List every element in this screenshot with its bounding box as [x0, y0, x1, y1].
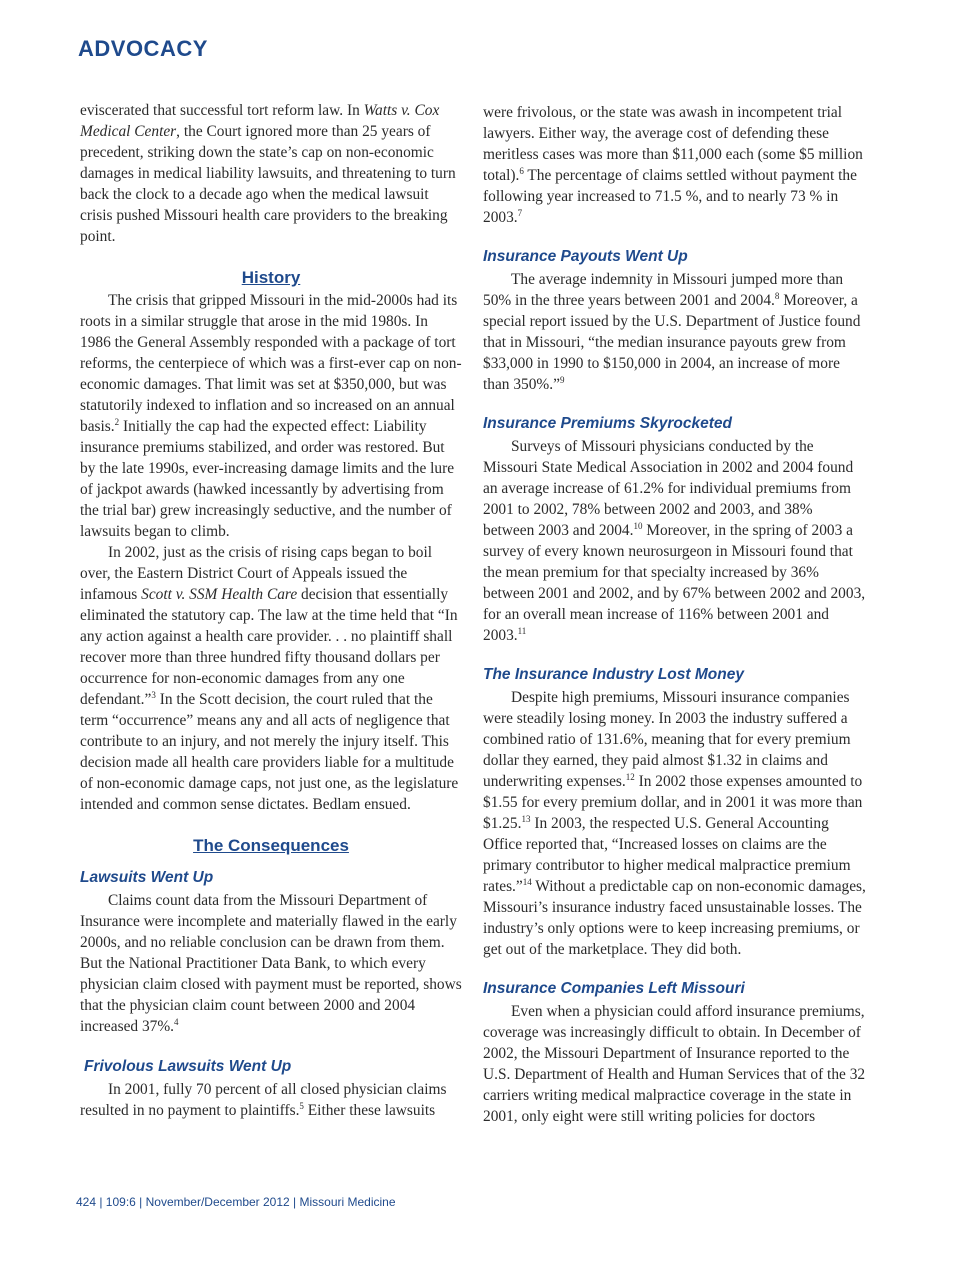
lawsuits-paragraph: Claims count data from the Missouri Department of Insurance were incomplete and materially flawed in the early 2000s, and no reliable conclusion can be drawn from them. But the National Practitioner Data Bank, to which every physician claim closed with payment must be reported, shows that the physician claim count between 2000 and 2004 increased 37%.$^4$ — [80, 892, 462, 1035]
lost-money-paragraph: Despite high premiums, Missouri insurance companies were steadily losing money. In 2003 the industry suffered a combined ratio of 131.6%, meaning that for every premium dollar they earned, they paid almost $1.32 in claims and underwriting expenses.$^{12}$ In 2002 those expenses amounted to $1.55 for every premium dollar, and in 2001 it was more than $1.25.13 In 2003, the respected U.S. General Accounting Office reported that, “Increased losses on claims are the primary contributor to higher medical malpractice premium rates.”$^{14}$ Without a predictable cap on non-economic damages, Missouri’s insurance industry faced unsustainable losses. The industry’s only options were to keep increasing premiums, or get out of the marketplace. They did both. — [483, 689, 866, 958]
payouts-paragraph: The average indemnity in Missouri jumped more than 50% in the three years between 2001 and 2004.$^8$ Moreover, a special report issued by the U.S. Department of Justice found that in Missouri, “the median insurance payouts grew from $33,000 in 1990 to $150,000 in 2004, an increase of more than 350%.”$^9$ — [483, 271, 861, 393]
footnote-ref: 6 — [519, 166, 524, 176]
frivolous-heading: Frivolous Lawsuits Went Up — [84, 1058, 292, 1075]
footnote-ref: 3 — [151, 690, 156, 700]
premiums-paragraph: Surveys of Missouri physicians conducted by the Missouri State Medical Association in 2002 and 2004 found an average increase of 61.2% for individual premiums from 2001 to 2002, 78% between 2002 and 2003, and 38% between 2003 and 2004.10 Moreover, in the spring of 2003 a survey of every known neurosurgeon in Missouri found that the mean premium for that specialty increased by 36% between 2001 and 2002, and by 67% between 2002 and 2003, for an overall mean increase of 116% between 2001 and 2003.11 — [483, 438, 866, 644]
premiums-heading: Insurance Premiums Skyrocketed — [483, 415, 732, 432]
footnote-ref: 10 — [633, 521, 643, 531]
lawsuits-heading: Lawsuits Went Up — [80, 869, 214, 886]
left-column — [80, 98, 462, 1121]
case-name: Watts v. Cox Medical Center — [80, 102, 440, 140]
footnote-ref: 5 — [299, 1101, 304, 1111]
case-name: Scott v. SSM Health Care — [141, 586, 298, 603]
companies-left-heading: Insurance Companies Left Missouri — [483, 980, 745, 997]
frivolous-paragraph: In 2001, fully 70 percent of all closed physician claims resulted in no payment to plaintiffs.$^5$ Either these lawsuits — [80, 1081, 447, 1119]
history-paragraph-1: The crisis that gripped Missouri in the mid-2000s had its roots in a similar struggle that arose in the mid 1980s. In 1986 the General Assembly responded with a package of tort reforms, the centerpiece of which was a first-ever cap on non-economic damages. That limit was set at $350,000, but was statutorily indexed to inflation and so increased on an annual basis.$^2$ Initially the cap had the expected effect: Liability insurance premiums stabilized, and order was restored. But by the late 1990s, ever-increasing damage limits and the lure of jackpot awards (hawked incessantly by advertising from the trial bar) grew increasingly seductive, and the number of lawsuits began to climb. — [80, 292, 462, 540]
companies-left-paragraph: Even when a physician could afford insurance premiums, coverage was increasingly difficult to obtain. In December of 2002, the Missouri Department of Insurance reported to the U.S. Department of Health and Human Services that of the 32 carriers writing medical malpractice coverage in the state in 2001, only eight were still writing policies for doctors — [483, 1003, 866, 1125]
footnote-ref: 2 — [114, 417, 120, 427]
lost-money-heading: The Insurance Industry Lost Money — [483, 666, 744, 683]
intro-paragraph: eviscerated that successful tort reform law. In Watts v. Cox Medical Center, the Court ignored more than 25 years of precedent, striking down the state’s cap on non-economic damages in medical liability lawsuits, and threatening to turn back the clock to a decade ago when the medical lawsuit crisis pushed Missouri health care providers to the breaking point. — [80, 102, 456, 245]
footnote-ref: 11 — [517, 626, 527, 636]
history-heading: History — [241, 268, 301, 287]
footnote-ref: 7 — [517, 208, 523, 218]
footnote-ref: 13 — [521, 814, 531, 824]
footnote-ref: 12 — [625, 772, 635, 782]
consequences-heading: The Consequences — [193, 836, 349, 855]
history-paragraph-2: In 2002, just as the crisis of rising caps began to boil over, the Eastern District Court of Appeals issued the infamous Scott v. SSM Health Care decision that essentially eliminated the statutory cap. The law at the time held that “In any action against a health care provider. . . no plaintiff shall recover more than three hundred fifty thousand dollars per occurrence for non-economic damages from any one defendant.”$^3$ In the Scott decision, the court ruled that the term “occurrence” means any and all acts of negligence that contribute to an injury, and not merely the injury itself. This decision made all health care providers liable for a multitude of non-economic damage caps, not just one, as the legislature intended and common sense dictates. Bedlam ensued. — [80, 544, 459, 813]
section-label: ADVOCACY — [78, 36, 208, 61]
footnote-ref: 14 — [522, 877, 532, 887]
continued-paragraph: were frivolous, or the state was awash in incompetent trial lawyers. Either way, the average cost of defending these meritless cases was more than $11,000 each (some $5 million total).$^6$ The percentage of claims settled without payment the following year increased to 71.5 %, and to nearly 73 % in 2003.$^7$ — [483, 104, 863, 226]
footnote-ref: 8 — [774, 291, 780, 301]
right-column — [483, 98, 866, 1127]
page-footer: 424 | 109:6 | November/December 2012 | Missouri Medicine — [76, 1195, 396, 1209]
footnote-ref: 9 — [559, 375, 565, 385]
payouts-heading: Insurance Payouts Went Up — [483, 248, 688, 265]
footnote-ref: 4 — [174, 1017, 179, 1027]
